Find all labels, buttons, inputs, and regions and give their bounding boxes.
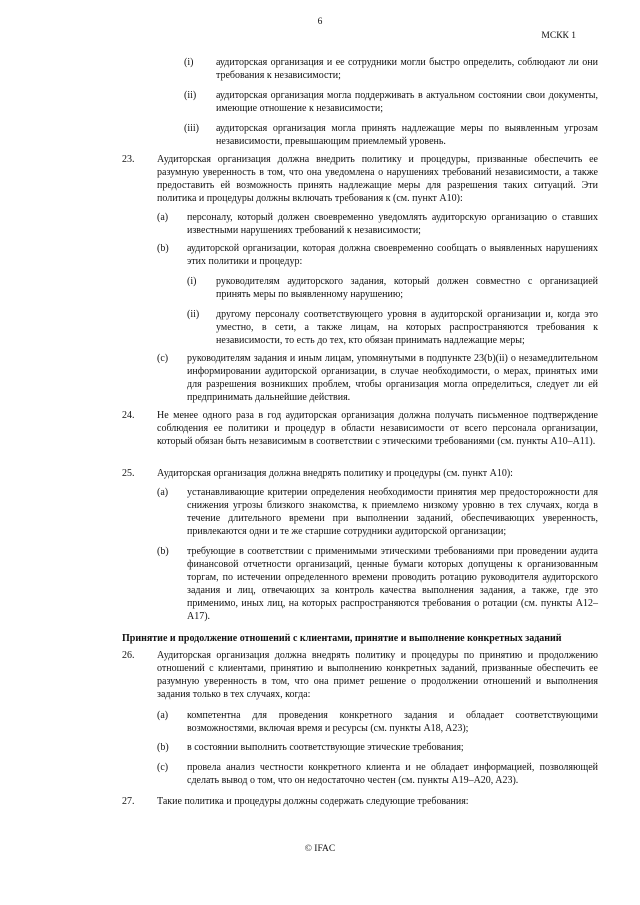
item-text: аудиторская организация могла поддерживать в актуальном состоянии свои документы, имеющие отношение к независимости;	[216, 90, 598, 114]
paragraph-text: Аудиторская организация должна внедрить политику и процедуры, призванные обеспечить ее разумную уверенность в том, что она уведомлена о нарушениях требований независимости, а также предоставить ей возможность принять надлежащие меры для разрешения таких ситуаций. Эти политика и процедуры должны включать требования к (см. пункт A10):	[157, 154, 598, 204]
item-label: (b)	[157, 243, 169, 254]
paragraph-number: 27.	[122, 796, 135, 807]
paragraph-number: 23.	[122, 154, 135, 165]
item-text: в состоянии выполнить соответствующие этические требования;	[187, 742, 464, 753]
item-text: устанавливающие критерии определения необходимости принятия мер предосторожности для снижения угрозы близкого знакомства, к приемлемо низкому уровню в тех случаях, когда в течение длительного времени при выполнении заданий, обеспечивающих уверенность, привлекаются одни и те же старшие сотрудники аудиторской организации;	[187, 487, 598, 537]
item-text: компетентна для проведения конкретного задания и обладает соответствующими возможностями, включая время и ресурсы (см. пункты A18, A23);	[187, 710, 598, 734]
item-label: (ii)	[184, 90, 197, 101]
paragraph-text: Аудиторская организация должна внедрять политику и процедуры (см. пункт A10):	[157, 468, 513, 479]
paragraph-number: 25.	[122, 468, 135, 479]
item-text: аудиторская организация и ее сотрудники могли быстро определить, соблюдают ли они требования к независимости;	[216, 57, 598, 81]
item-label: (i)	[187, 276, 197, 287]
item-label: (iii)	[184, 123, 199, 134]
paragraph-text: Не менее одного раза в год аудиторская организация должна получать письменное подтверждение соблюдения ее политики и процедур в области независимости от всего персонала организации, который обязан быть независимым в соответствии с этическими требованиями (см. пункты A10–A11).	[157, 410, 598, 447]
item-label: (b)	[157, 546, 169, 557]
section-heading: Принятие и продолжение отношений с клиентами, принятие и выполнение конкретных заданий	[122, 633, 562, 644]
item-label: (b)	[157, 742, 169, 753]
item-text: руководителям задания и иным лицам, упомянутыми в подпункте 23(b)(ii) о незамедлительном информировании аудиторской организации, в случае необходимости, о мерах, принятых ими для разрешения возникших проблем, чтобы организация могла определиться, следует ли ей предпринимать дальнейшие действия.	[187, 353, 598, 403]
item-label: (ii)	[187, 309, 200, 320]
paragraph-text: Такие политика и процедуры должны содержать следующие требования:	[157, 796, 469, 807]
item-label: (a)	[157, 212, 169, 223]
page-number: 6	[317, 17, 323, 27]
paragraph-number: 26.	[122, 650, 135, 661]
item-text: персоналу, который должен своевременно уведомлять аудиторскую организацию о ставших известными нарушениях требований к независимости;	[187, 212, 598, 236]
item-label: (i)	[184, 57, 194, 68]
item-text: провела анализ честности конкретного клиента и не обладает информацией, позволяющей сделать вывод о том, что он недостаточно честен (см. пункты A19–A20, A23).	[187, 762, 598, 786]
item-text: другому персоналу соответствующего уровня в аудиторской организации и, когда это уместно, в сети, а также лицам, на которых распространяются требования к независимости, то есть до тех, кто обязан принимать надлежащие меры;	[216, 309, 598, 346]
item-text: аудиторской организации, которая должна своевременно сообщать о выявленных нарушениях этих политики и процедур:	[187, 243, 598, 267]
document-code: МСКК 1	[541, 31, 576, 41]
item-label: (a)	[157, 710, 169, 721]
item-label: (a)	[157, 487, 169, 498]
item-label: (c)	[157, 762, 169, 773]
paragraph-number: 24.	[122, 410, 135, 421]
paragraph-text: Аудиторская организация должна внедрять политику и процедуры по принятию и продолжению отношений с клиентами, принятию и выполнению конкретных заданий, призванные обеспечить ее разумную уверенность в том, что она примет решение о продолжении отношений и выполнения задания только в тех случаях, когда:	[157, 650, 598, 700]
item-label: (c)	[157, 353, 169, 364]
item-text: руководителям аудиторского задания, который должен совместно с организацией принять меры по выявленному нарушению;	[216, 276, 598, 300]
footer-copyright: © IFAC	[304, 844, 336, 854]
item-text: требующие в соответствии с применимыми этическими требованиями при проведении аудита финансовой отчетности организаций, ценные бумаги которых допущены к организованным торгам, по истечении определенного времени проводить ротацию руководителя аудиторского задания и лиц, отвечающих за контроль качества выполнения задания, а также, где это применимо, иных лиц, на которых распространяются требования о ротации (см. пункты A12–A17).	[187, 546, 598, 622]
item-text: аудиторская организация могла принять надлежащие меры по выявленным угрозам независимости, превышающим приемлемый уровень.	[216, 123, 598, 147]
